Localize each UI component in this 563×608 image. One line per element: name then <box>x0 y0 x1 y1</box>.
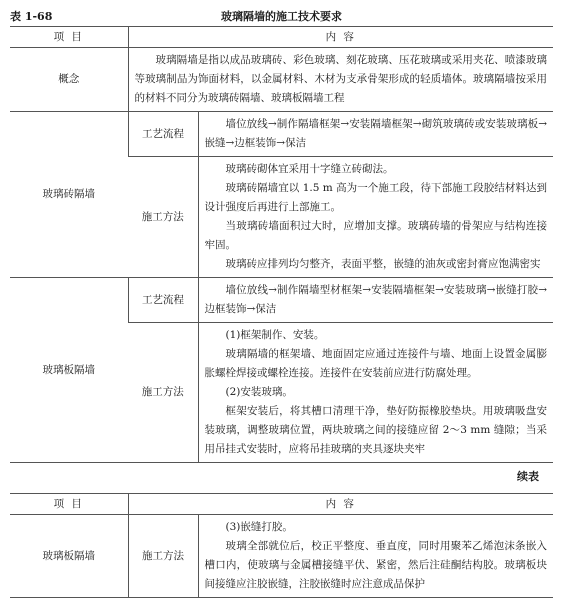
header-item: 项 目 <box>10 27 128 48</box>
construction-requirements-table <box>10 26 553 463</box>
brick-method-paragraph: 玻璃砖砌体宜采用十字缝立砖砌法。 <box>225 163 394 175</box>
concept-text-cell <box>128 48 553 112</box>
brick-process-cell <box>198 112 553 157</box>
continued-method-label: 施工方法 <box>128 515 198 598</box>
table-number: 表 1-68 <box>10 10 53 23</box>
table-header-row <box>10 27 553 48</box>
panel-wall-label: 玻璃板隔墙 <box>10 278 128 463</box>
brick-method-cell <box>198 157 553 278</box>
panel-process-cell <box>198 278 553 323</box>
concept-text: 玻璃隔墙是指以成品玻璃砖、彩色玻璃、刻花玻璃、压花玻璃或采用夹花、喷漆玻璃等玻璃制品为饰面材料，以金属材料、木材为支承骨架形成的轻质墙体。玻璃隔墙按采用的材料不同分为玻璃砖隔墙、玻璃板隔墙工程 <box>134 54 547 104</box>
brick-method-paragraph: 玻璃砖应排列均匀整齐，表面平整，嵌缝的油灰或密封膏应饱满密实 <box>225 258 541 270</box>
panel-process-label: 工艺流程 <box>128 278 198 323</box>
panel-process-text: 墙位放线→制作隔墙型材框架→安装隔墙框架→安装玻璃→嵌缝打胶→边框装饰→保洁 <box>204 284 547 315</box>
brick-wall-process-row <box>10 112 553 157</box>
continued-table <box>10 493 553 598</box>
concept-label: 概念 <box>10 48 128 112</box>
continued-header-item: 项 目 <box>10 494 128 515</box>
panel-method-cell <box>198 323 553 463</box>
table-title: 玻璃隔墙的施工技术要求 <box>221 10 342 23</box>
header-content: 内 容 <box>128 27 553 48</box>
brick-process-text: 墙位放线→制作隔墙框架→安装隔墙框架→砌筑玻璃砖或安装玻璃板→嵌缝→边框装饰→保洁 <box>204 118 547 149</box>
panel-method-paragraph: (1)框架制作、安装。 <box>225 329 325 341</box>
brick-method-paragraph: 当玻璃砖墙面积过大时，应增加支撑。玻璃砖墙的骨架应与结构连接牢固。 <box>204 220 547 251</box>
brick-method-label: 施工方法 <box>128 157 198 278</box>
brick-method-paragraph: 玻璃砖隔墙宜以 1.5 m 高为一个施工段，待下部施工段胶结材料达到设计强度后再进行上部施工。 <box>204 182 547 213</box>
panel-wall-process-row <box>10 278 553 323</box>
brick-wall-label: 玻璃砖隔墙 <box>10 112 128 278</box>
continued-panel-row <box>10 515 553 598</box>
concept-row <box>10 48 553 112</box>
panel-method-label: 施工方法 <box>128 323 198 463</box>
continued-method-cell <box>198 515 553 598</box>
continued-panel-label: 玻璃板隔墙 <box>10 515 128 598</box>
panel-method-paragraph: (2)安装玻璃。 <box>225 386 293 398</box>
continued-header-content: 内 容 <box>128 494 553 515</box>
brick-process-label: 工艺流程 <box>128 112 198 157</box>
continued-label: 续表 <box>517 470 539 483</box>
table-caption <box>10 8 553 24</box>
panel-method-paragraph: 框架安装后，将其槽口清理干净，垫好防振橡胶垫块。用玻璃吸盘安装玻璃，调整玻璃位置，两块玻璃之间的接缝应留 2～3 mm 缝隙；当采用吊挂式安装时，应将吊挂玻璃的夹具逐块夹牢 <box>204 405 547 455</box>
continued-header-row <box>10 494 553 515</box>
continued-method-paragraph: 玻璃全部就位后，校正平整度、垂直度，同时用聚苯乙烯泡沫条嵌入槽口内，使玻璃与金属槽接缝平伏、紧密，然后注硅酮结构胶。玻璃板块间接缝应注胶嵌缝，注胶嵌缝时应注意成品保护 <box>204 540 547 590</box>
panel-method-paragraph: 玻璃隔墙的框架墙、地面固定应通过连接件与墙、地面上设置金属膨胀螺栓焊接或螺栓连接。连接件在安装前应进行防腐处理。 <box>204 348 547 379</box>
continued-method-paragraph: (3)嵌缝打胶。 <box>225 521 293 533</box>
